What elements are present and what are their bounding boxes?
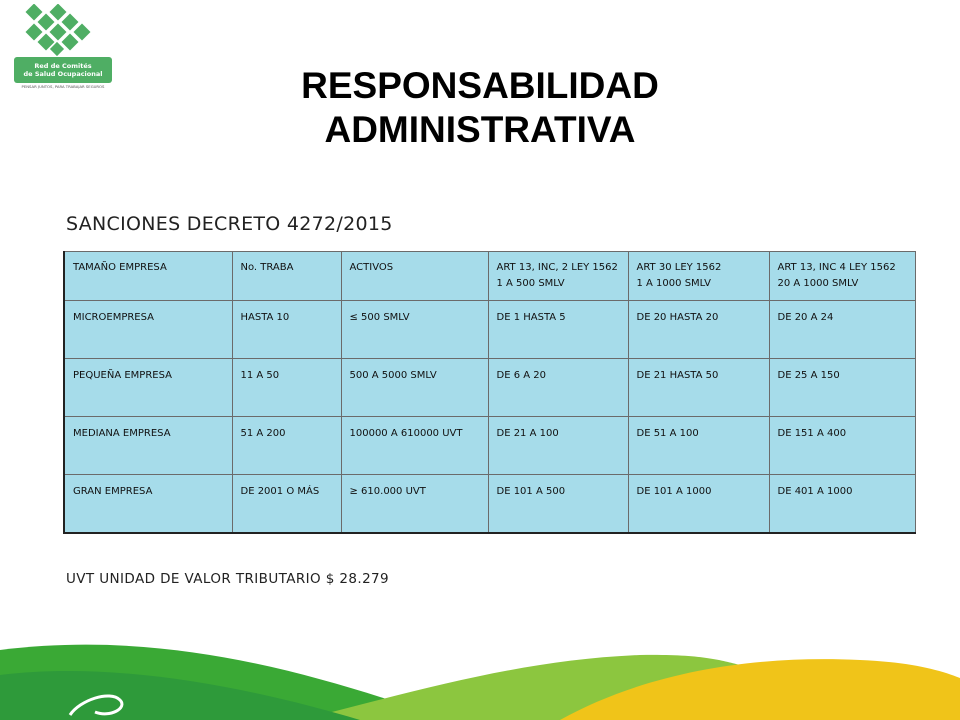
table-cell	[488, 252, 628, 301]
table-cell: 11 A 50	[232, 359, 341, 417]
table-cell: DE 401 A 1000	[769, 475, 915, 533]
header-cell-line: ACTIVOS	[349, 262, 394, 273]
table-cell: DE 101 A 500	[488, 475, 628, 533]
slide-title-line2: ADMINISTRATIVA	[324, 109, 636, 150]
table-cell: DE 20 HASTA 20	[628, 301, 769, 359]
logo-badge-line2: de Salud Ocupacional	[23, 70, 103, 78]
table-cell: MICROEMPRESA	[64, 301, 232, 359]
table-cell: DE 21 A 100	[488, 417, 628, 475]
table-cell: ≥ 610.000 UVT	[341, 475, 488, 533]
table-row	[64, 417, 915, 475]
table-cell: PEQUEÑA EMPRESA	[64, 359, 232, 417]
table-cell: ≤ 500 SMLV	[341, 301, 488, 359]
header-cell-line: No. TRABA	[240, 262, 294, 273]
slide-subtitle: SANCIONES DECRETO 4272/2015	[66, 213, 393, 235]
slide-title-line1: RESPONSABILIDAD	[301, 65, 659, 106]
table-cell	[232, 252, 341, 301]
table-row	[64, 359, 915, 417]
table-cell	[769, 252, 915, 301]
table-cell: DE 151 A 400	[769, 417, 915, 475]
table-cell: DE 1 HASTA 5	[488, 301, 628, 359]
table-cell: DE 21 HASTA 50	[628, 359, 769, 417]
cross-pattern-logo-icon	[8, 4, 116, 60]
table-cell: DE 25 A 150	[769, 359, 915, 417]
table-cell	[64, 252, 232, 301]
slide-title	[180, 64, 780, 152]
table-cell: 51 A 200	[232, 417, 341, 475]
sanctions-table	[63, 251, 916, 534]
table-cell: DE 6 A 20	[488, 359, 628, 417]
table-cell: MEDIANA EMPRESA	[64, 417, 232, 475]
table-cell	[341, 252, 488, 301]
header-cell-line: ART 30 LEY 1562	[636, 262, 722, 273]
sanctions-table-body	[64, 252, 915, 533]
table-cell	[628, 252, 769, 301]
table-cell: DE 2001 O MÁS	[232, 475, 341, 533]
footer-wave-decoration	[0, 620, 960, 720]
logo-badge-line1: Red de Comités	[34, 62, 92, 70]
table-row	[64, 301, 915, 359]
organization-logo	[8, 4, 116, 100]
table-cell: 100000 A 610000 UVT	[341, 417, 488, 475]
header-cell-line: ART 13, INC 4 LEY 1562	[777, 262, 896, 273]
table-cell: DE 51 A 100	[628, 417, 769, 475]
logo-tagline: PENSAR JUNTOS, PARA TRABAJAR SEGUROS	[21, 84, 105, 89]
header-cell-line: 20 A 1000 SMLV	[777, 278, 859, 289]
table-cell: 500 A 5000 SMLV	[341, 359, 488, 417]
header-cell-line: TAMAÑO EMPRESA	[73, 262, 167, 273]
table-header-row	[64, 252, 915, 301]
header-cell-line: ART 13, INC, 2 LEY 1562 1 A 500 SMLV	[496, 262, 618, 289]
table-cell: GRAN EMPRESA	[64, 475, 232, 533]
table-cell: DE 101 A 1000	[628, 475, 769, 533]
table-row	[64, 475, 915, 533]
table-cell: HASTA 10	[232, 301, 341, 359]
uvt-footnote: UVT UNIDAD DE VALOR TRIBUTARIO $ 28.279	[66, 571, 390, 587]
table-cell: DE 20 A 24	[769, 301, 915, 359]
logo-badge	[14, 57, 112, 83]
header-cell-line: 1 A 1000 SMLV	[636, 278, 711, 289]
